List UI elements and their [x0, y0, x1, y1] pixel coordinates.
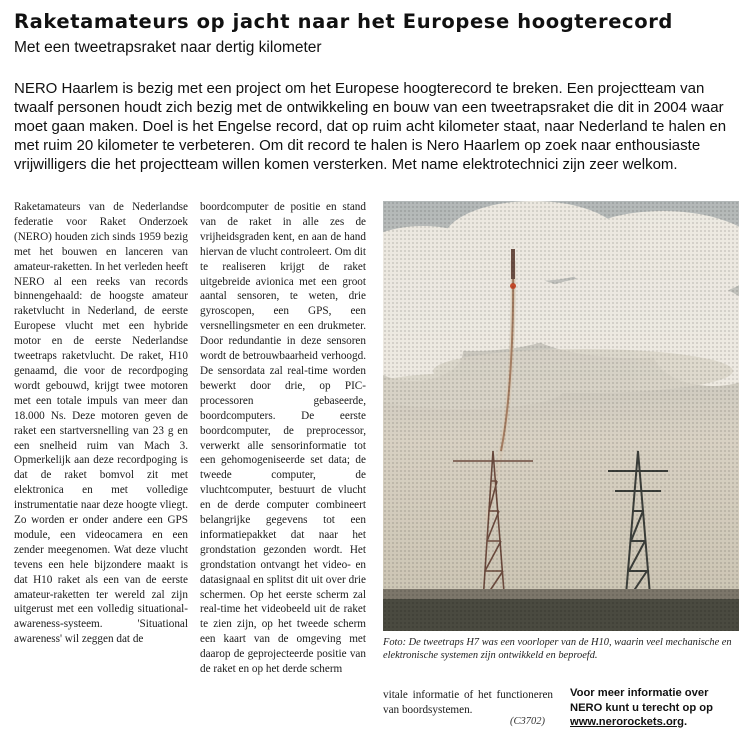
more-info-text: Voor meer informatie over NERO kunt u terecht op op — [570, 687, 713, 714]
photo-caption: Foto: De tweetraps H7 was een voorloper van de H10, waarin veel mechanische en elektronische systemen zijn ontwikkeld en beproefd. — [383, 637, 732, 661]
body-column-3: vitale informatie of het functioneren van boordsystemen. — [383, 689, 553, 716]
article-subtitle: Met een tweetrapsraket naar dertig kilometer — [14, 39, 322, 56]
article-title: Raketamateurs op jacht naar het Europese hoogterecord — [14, 10, 673, 33]
more-info-box — [570, 686, 740, 730]
article-code: (C3702) — [510, 716, 545, 727]
body-column-1: Raketamateurs van de Nederlandse federatie voor Raket Onderzoek (NERO) houden zich sinds 1959 bezig met het bouwen en lanceren van amateur-raketten. In het verleden heeft NERO al een reeks van records binnengehaald: de hoogste amateur raketvlucht in Nederland, de eerste Europese vlucht met een hybride motor en de eerste Nederlandse tweetraps raketvlucht. De raket, H10 genaamd, die voor de recordpoging wordt gebouwd, krijgt twee motoren met een totale impuls van meer dan 18.000 Ns. Deze motoren geven de raket een startversnelling van 23 g en een snelheid ruim van Mach 3. Opmerkelijk aan deze recordpoging is dat de raket bomvol zit met elektronica en met volledige instrumentatie naar deze hoogte vliegt. Zo worden er onder andere een GPS module, een videocamera en een zender meegenomen. Wat deze vlucht tevens een hele bijzondere maakt is dat H10 raket als een van de eerste amateur-raketten ter wereld zal zijn uitgerust met een volledig situational-awareness-systeem. 'Situational awareness' wil zeggen dat de — [14, 201, 188, 646]
body-column-2: boordcomputer de positie en stand van de raket in alle zes de vrijheidsgraden kent, en aan de hand hiervan de vlucht controleert. Om dit te realiseren krijgt de raket uitgebreide avionica met een groot aantal sensoren, te weten, drie gyroscopen, een GPS, een versnellingsmeter en een drukmeter. Door redundantie in deze sensoren wordt de betrouwbaarheid verhoogd. De sensordata zal real-time worden bewerkt door drie, op PIC-processoren gebaseerde, boordcomputers. De eerste boordcomputer, de preprocessor, verwerkt alle sensorinformatie tot een gehomogeniseerde set data; de tweede computer, de vluchtcomputer, bestuurt de vlucht en de derde computer combineert belangrijke gegevens tot een informatiepakket dat naar het grondstation gezonden wordt. Het grondstation ontvangt het video- en datasignaal en splitst dit uit over drie schermen. Op het eerste scherm zal real-time het videobeeld uit de raket te zien zijn, op het tweede scherm een kaart van de omgeving met daarop de geprojecteerde positie van de raket en op het derde scherm — [200, 201, 366, 676]
rocket-launch-photo — [383, 201, 739, 631]
more-info-end: . — [683, 716, 688, 728]
photo-illustration — [383, 201, 739, 631]
article-lead: NERO Haarlem is bezig met een project om het Europese hoogterecord te breken. Een projectteam van twaalf personen houdt zich bezig met de ontwikkeling en bouw van een tweetrapsraket die dit in 2004 waar moet gaan maken. Doel is het Engelse record, dat op ruim acht kilometer staat, naar Nederland te halen en met ruim 20 kilometer te verbeteren. Om dit record te halen is Nero Haarlem op zoek naar enthousiaste vrijwilligers die het projectteam willen komen versterken. Met name elektrotechnici zijn zeer welkom. — [14, 80, 727, 173]
website-link[interactable]: www.nerorockets.org — [570, 716, 684, 728]
